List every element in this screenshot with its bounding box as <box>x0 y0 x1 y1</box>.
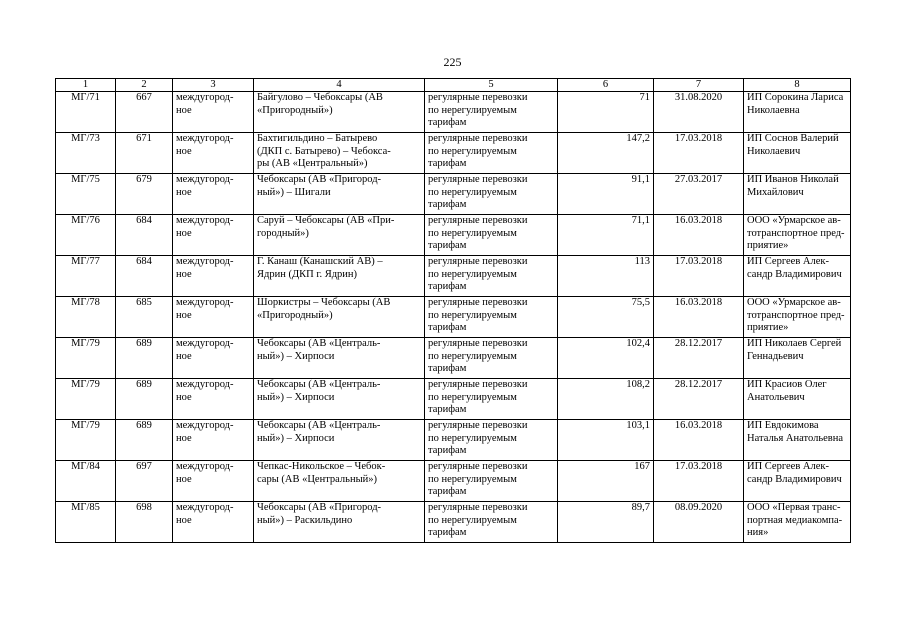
cell-transport-type-line: по нерегулируемым <box>428 391 517 403</box>
cell-carrier <box>744 420 851 461</box>
cell-route-name-line: (ДКП с. Батырево) – Чебокса- <box>257 145 391 157</box>
cell-transport-type-line: регулярные перевозки <box>428 379 528 390</box>
cell-route-number: 679 <box>116 174 173 215</box>
cell-route-name <box>254 174 425 215</box>
cell-carrier-line: ния» <box>747 527 769 538</box>
cell-transport-type-line: тарифам <box>428 445 467 456</box>
cell-transport-type-line: регулярные перевозки <box>428 92 528 103</box>
header-cell-3: 3 <box>173 79 254 92</box>
cell-date: 16.03.2018 <box>654 297 744 338</box>
table-row <box>56 502 851 543</box>
table-row <box>56 338 851 379</box>
header-cell-8: 8 <box>744 79 851 92</box>
cell-date: 08.09.2020 <box>654 502 744 543</box>
cell-route-kind-line: междугород- <box>176 297 234 308</box>
cell-route-kind <box>173 379 254 420</box>
cell-carrier <box>744 215 851 256</box>
cell-carrier-line: Николаевна <box>747 104 800 116</box>
cell-route-kind-line: ное <box>176 350 192 362</box>
cell-carrier <box>744 174 851 215</box>
cell-transport-type-line: регулярные перевозки <box>428 420 528 431</box>
cell-transport-type-line: регулярные перевозки <box>428 338 528 349</box>
cell-carrier-line: сандр Владимирович <box>747 473 842 485</box>
cell-route-name-line: Чепкас-Никольское – Чебок- <box>257 461 386 472</box>
cell-transport-type-line: регулярные перевозки <box>428 461 528 472</box>
cell-carrier-line: ИП Сергеев Алек- <box>747 256 829 267</box>
cell-code: МГ/79 <box>56 420 116 461</box>
cell-route-name-line: Г. Канаш (Канашский АВ) – <box>257 256 383 267</box>
cell-route-name-line: городный») <box>257 227 309 239</box>
cell-route-kind-line: междугород- <box>176 379 234 390</box>
cell-transport-type-line: по нерегулируемым <box>428 268 517 280</box>
cell-route-number: 684 <box>116 256 173 297</box>
cell-route-kind <box>173 461 254 502</box>
cell-carrier-line: ИП Красиов Олег <box>747 379 827 390</box>
cell-route-kind <box>173 502 254 543</box>
cell-transport-type-line: по нерегулируемым <box>428 227 517 239</box>
cell-carrier <box>744 461 851 502</box>
cell-route-name-line: Чебоксары (АВ «Централь- <box>257 338 381 349</box>
cell-date: 17.03.2018 <box>654 461 744 502</box>
cell-route-number: 671 <box>116 133 173 174</box>
header-cell-2: 2 <box>116 79 173 92</box>
cell-carrier <box>744 338 851 379</box>
cell-carrier-line: Анатольевич <box>747 391 805 403</box>
cell-carrier-line: тотранспортное пред- <box>747 309 845 321</box>
cell-carrier-line: Михайлович <box>747 186 804 198</box>
cell-route-kind-line: ное <box>176 473 192 485</box>
cell-route-name-line: ный») – Раскильдино <box>257 514 353 526</box>
cell-route-kind-line: ное <box>176 309 192 321</box>
table-header-row <box>56 79 851 92</box>
cell-route-kind <box>173 133 254 174</box>
cell-distance: 71 <box>558 92 654 133</box>
table-row <box>56 256 851 297</box>
cell-transport-type-line: регулярные перевозки <box>428 174 528 185</box>
cell-route-kind-line: ное <box>176 186 192 198</box>
cell-distance: 71,1 <box>558 215 654 256</box>
cell-route-name-line: «Пригородный») <box>257 309 333 321</box>
table-row <box>56 379 851 420</box>
cell-route-kind-line: ное <box>176 432 192 444</box>
table-row <box>56 174 851 215</box>
cell-carrier-line: ИП Сергеев Алек- <box>747 461 829 472</box>
cell-route-name <box>254 297 425 338</box>
cell-transport-type-line: по нерегулируемым <box>428 186 517 198</box>
cell-distance: 147,2 <box>558 133 654 174</box>
cell-transport-type-line: тарифам <box>428 158 467 169</box>
cell-transport-type <box>425 133 558 174</box>
cell-carrier-line: приятие» <box>747 240 789 251</box>
cell-route-name-line: Шоркистры – Чебоксары (АВ <box>257 297 391 308</box>
header-cell-4: 4 <box>254 79 425 92</box>
cell-transport-type-line: тарифам <box>428 363 467 374</box>
cell-distance: 167 <box>558 461 654 502</box>
cell-code: МГ/73 <box>56 133 116 174</box>
cell-route-number: 697 <box>116 461 173 502</box>
cell-route-kind <box>173 215 254 256</box>
cell-carrier-line: ИП Иванов Николай <box>747 174 839 185</box>
cell-transport-type <box>425 420 558 461</box>
cell-route-name-line: сары (АВ «Центральный») <box>257 473 377 485</box>
cell-code: МГ/71 <box>56 92 116 133</box>
cell-carrier-line: ИП Евдокимова <box>747 420 819 431</box>
cell-carrier-line: Николаевич <box>747 145 801 157</box>
cell-transport-type <box>425 174 558 215</box>
cell-transport-type <box>425 256 558 297</box>
cell-transport-type-line: тарифам <box>428 486 467 497</box>
cell-carrier <box>744 379 851 420</box>
cell-route-name-line: ный») – Шигали <box>257 186 331 198</box>
cell-date: 27.03.2017 <box>654 174 744 215</box>
cell-route-number: 685 <box>116 297 173 338</box>
cell-route-name-line: ный») – Хирпоси <box>257 350 335 362</box>
cell-route-name-line: Ядрин (ДКП г. Ядрин) <box>257 268 358 280</box>
cell-transport-type-line: тарифам <box>428 527 467 538</box>
cell-route-number: 689 <box>116 420 173 461</box>
cell-route-name <box>254 92 425 133</box>
cell-route-name <box>254 502 425 543</box>
cell-transport-type-line: по нерегулируемым <box>428 473 517 485</box>
cell-transport-type-line: по нерегулируемым <box>428 514 517 526</box>
cell-route-name-line: Байгулово – Чебоксары (АВ <box>257 92 383 103</box>
cell-transport-type <box>425 379 558 420</box>
cell-route-name-line: ный») – Хирпоси <box>257 391 335 403</box>
cell-carrier-line: портная медиакомпа- <box>747 514 843 526</box>
cell-route-kind-line: ное <box>176 268 192 280</box>
cell-route-name-line: ры (АВ «Центральный») <box>257 158 368 169</box>
table-row <box>56 92 851 133</box>
header-cell-1: 1 <box>56 79 116 92</box>
cell-distance: 108,2 <box>558 379 654 420</box>
cell-route-kind-line: междугород- <box>176 502 234 513</box>
cell-carrier <box>744 297 851 338</box>
cell-route-kind-line: ное <box>176 145 192 157</box>
cell-transport-type-line: тарифам <box>428 404 467 415</box>
cell-transport-type-line: по нерегулируемым <box>428 350 517 362</box>
cell-code: МГ/79 <box>56 379 116 420</box>
cell-date: 28.12.2017 <box>654 338 744 379</box>
cell-transport-type <box>425 461 558 502</box>
cell-code: МГ/78 <box>56 297 116 338</box>
cell-route-number: 684 <box>116 215 173 256</box>
cell-route-name <box>254 133 425 174</box>
cell-code: МГ/84 <box>56 461 116 502</box>
table-row <box>56 420 851 461</box>
table-row <box>56 297 851 338</box>
cell-transport-type-line: по нерегулируемым <box>428 309 517 321</box>
cell-distance: 103,1 <box>558 420 654 461</box>
cell-route-kind <box>173 297 254 338</box>
cell-route-name <box>254 461 425 502</box>
cell-route-kind-line: ное <box>176 514 192 526</box>
cell-carrier-line: ООО «Урмарское ав- <box>747 215 841 226</box>
cell-route-name <box>254 215 425 256</box>
cell-transport-type <box>425 338 558 379</box>
cell-route-number: 667 <box>116 92 173 133</box>
cell-route-kind <box>173 256 254 297</box>
cell-date: 28.12.2017 <box>654 379 744 420</box>
cell-transport-type-line: регулярные перевозки <box>428 256 528 267</box>
cell-carrier-line: ООО «Урмарское ав- <box>747 297 841 308</box>
cell-transport-type-line: тарифам <box>428 322 467 333</box>
cell-transport-type-line: тарифам <box>428 281 467 292</box>
cell-carrier <box>744 133 851 174</box>
cell-distance: 113 <box>558 256 654 297</box>
cell-code: МГ/77 <box>56 256 116 297</box>
cell-distance: 75,5 <box>558 297 654 338</box>
cell-date: 16.03.2018 <box>654 420 744 461</box>
cell-transport-type-line: по нерегулируемым <box>428 145 517 157</box>
cell-carrier-line: сандр Владимирович <box>747 268 842 280</box>
cell-route-name-line: ный») – Хирпоси <box>257 432 335 444</box>
cell-route-kind-line: междугород- <box>176 338 234 349</box>
table-body <box>56 92 851 543</box>
cell-route-name-line: Саруй – Чебоксары (АВ «При- <box>257 215 395 226</box>
header-cell-7: 7 <box>654 79 744 92</box>
cell-transport-type <box>425 92 558 133</box>
cell-route-number: 689 <box>116 379 173 420</box>
cell-route-kind-line: ное <box>176 104 192 116</box>
cell-route-kind <box>173 420 254 461</box>
cell-carrier-line: Наталья Анатольевна <box>747 432 844 444</box>
page-number: 225 <box>443 55 462 69</box>
table-row <box>56 461 851 502</box>
cell-route-kind-line: междугород- <box>176 420 234 431</box>
cell-date: 16.03.2018 <box>654 215 744 256</box>
cell-date: 17.03.2018 <box>654 256 744 297</box>
cell-transport-type-line: по нерегулируемым <box>428 432 517 444</box>
cell-date: 17.03.2018 <box>654 133 744 174</box>
cell-route-kind-line: междугород- <box>176 461 234 472</box>
cell-route-kind-line: междугород- <box>176 133 234 144</box>
cell-transport-type-line: регулярные перевозки <box>428 215 528 226</box>
table-row <box>56 215 851 256</box>
cell-date: 31.08.2020 <box>654 92 744 133</box>
cell-route-name-line: Чебоксары (АВ «Пригород- <box>257 174 382 185</box>
cell-code: МГ/85 <box>56 502 116 543</box>
cell-carrier-line: ИП Николаев Сергей <box>747 338 842 349</box>
cell-route-name-line: Бахтигильдино – Батырево <box>257 133 378 144</box>
cell-carrier-line: Геннадьевич <box>747 350 804 362</box>
cell-route-name-line: Чебоксары (АВ «Пригород- <box>257 502 382 513</box>
cell-carrier <box>744 502 851 543</box>
cell-route-name <box>254 256 425 297</box>
cell-carrier-line: приятие» <box>747 322 789 333</box>
cell-code: МГ/75 <box>56 174 116 215</box>
cell-route-kind-line: ное <box>176 227 192 239</box>
cell-route-name <box>254 420 425 461</box>
cell-distance: 102,4 <box>558 338 654 379</box>
cell-route-name-line: Чебоксары (АВ «Централь- <box>257 420 381 431</box>
cell-transport-type <box>425 215 558 256</box>
cell-transport-type-line: тарифам <box>428 240 467 251</box>
cell-carrier-line: тотранспортное пред- <box>747 227 845 239</box>
header-cell-5: 5 <box>425 79 558 92</box>
cell-distance: 89,7 <box>558 502 654 543</box>
cell-distance: 91,1 <box>558 174 654 215</box>
cell-route-kind-line: междугород- <box>176 215 234 226</box>
cell-code: МГ/76 <box>56 215 116 256</box>
cell-carrier-line: ИП Соснов Валерий <box>747 133 839 144</box>
table-row <box>56 133 851 174</box>
cell-transport-type-line: тарифам <box>428 199 467 210</box>
cell-route-name-line: Чебоксары (АВ «Централь- <box>257 379 381 390</box>
cell-route-name-line: «Пригородный») <box>257 104 333 116</box>
cell-transport-type <box>425 502 558 543</box>
cell-code: МГ/79 <box>56 338 116 379</box>
cell-transport-type-line: регулярные перевозки <box>428 297 528 308</box>
cell-transport-type-line: регулярные перевозки <box>428 502 528 513</box>
cell-carrier <box>744 256 851 297</box>
cell-route-number: 698 <box>116 502 173 543</box>
cell-route-kind-line: ное <box>176 391 192 403</box>
cell-route-kind-line: междугород- <box>176 92 234 103</box>
cell-route-kind <box>173 92 254 133</box>
cell-transport-type-line: по нерегулируемым <box>428 104 517 116</box>
cell-route-kind <box>173 174 254 215</box>
cell-carrier-line: ИП Сорокина Лариса <box>747 92 844 103</box>
routes-table <box>55 78 851 543</box>
cell-carrier <box>744 92 851 133</box>
cell-route-name <box>254 338 425 379</box>
cell-transport-type <box>425 297 558 338</box>
cell-route-kind-line: междугород- <box>176 174 234 185</box>
cell-carrier-line: ООО «Первая транс- <box>747 502 841 513</box>
cell-route-number: 689 <box>116 338 173 379</box>
cell-transport-type-line: регулярные перевозки <box>428 133 528 144</box>
cell-route-name <box>254 379 425 420</box>
cell-route-kind <box>173 338 254 379</box>
cell-transport-type-line: тарифам <box>428 117 467 128</box>
cell-route-kind-line: междугород- <box>176 256 234 267</box>
header-cell-6: 6 <box>558 79 654 92</box>
